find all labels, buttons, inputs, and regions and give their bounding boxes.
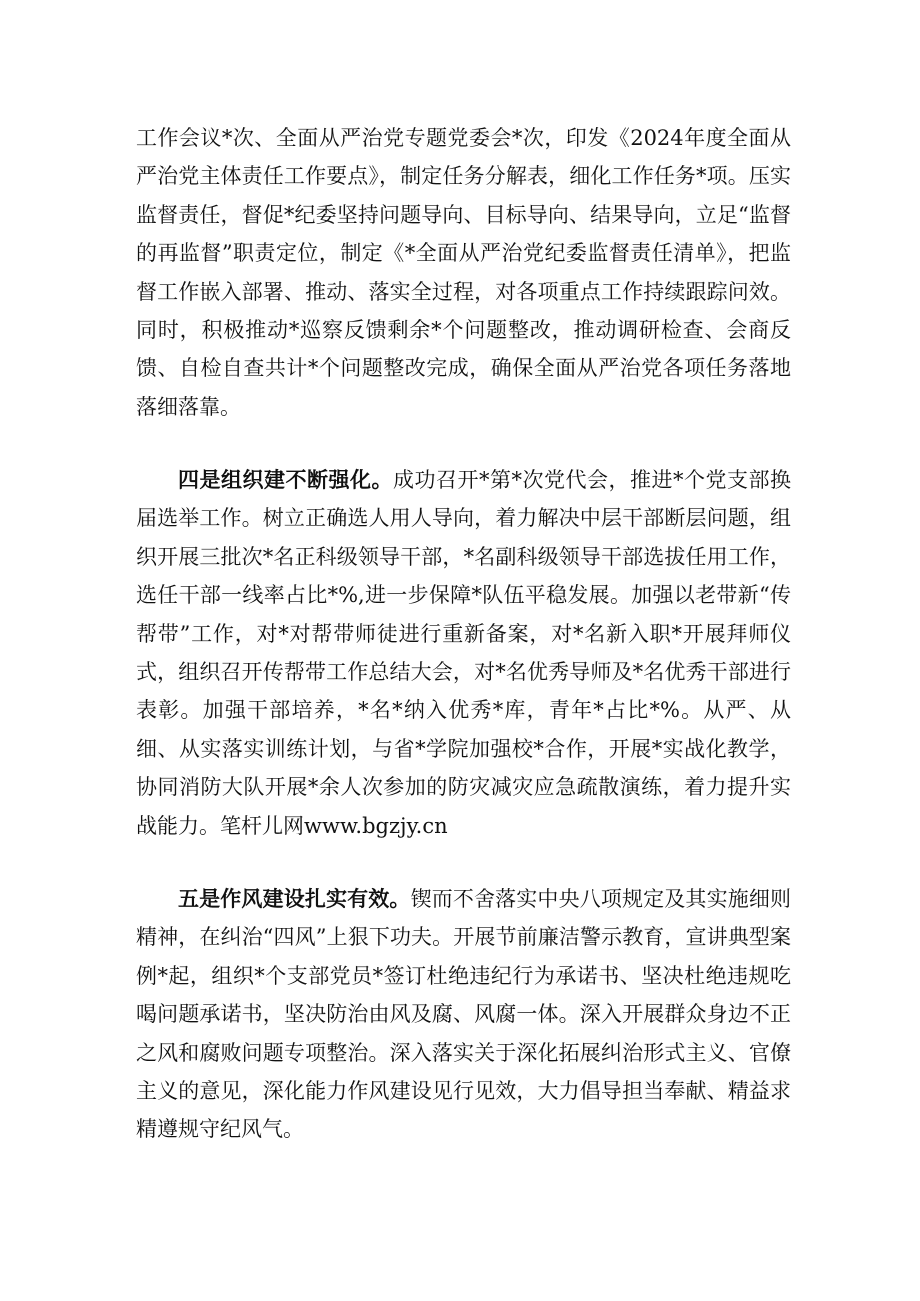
paragraph-2-text: 成功召开*第*次党代会，推进*个党支部换届选举工作。树立正确选人用人导向，着力解决中层干部断层问题，组织开展三批次*名正科级领导干部，*名副科级领导干部选拔任用工作，选任干部一线率占比*%,进一步保障*队伍平稳发展。加强以老带新“传帮带”工作，对*对帮带师徒进行重新备案，对*名新入职*开展拜师仪式，组织召开传帮带工作总结大会，对*名优秀导师及*名优秀干部进行表彰。加强干部培养，*名*纳入优秀*库，青年*占比*%。从严、从细、从实落实训练计划，与省*学院加强校*合作，开展*实战化教学，协同消防大队开展*余人次参加的防灾减灾应急疏散演练，着力提升实战能力。笔杆儿网www.bgzjy.cn: [136, 468, 791, 838]
paragraph-3-text: 锲而不舍落实中央八项规定及其实施细则精神，在纠治“四风”上狠下功夫。开展节前廉洁警示教育，宣讲典型案例*起，组织*个支部党员*签订杜绝违纪行为承诺书、坚决杜绝违规吃喝问题承诺书，坚决防治由风及腐、风腐一体。深入开展群众身边不正之风和腐败问题专项整治。深入落实关于深化拓展纠治形式主义、官僚主义的意见，深化能力作风建设见行见效，大力倡导担当奉献、精益求精遵规守纪风气。: [136, 887, 792, 1142]
paragraph-1-text: 工作会议*次、全面从严治党专题党委会*次，印发《2024年度全面从严治党主体责任工作要点》，制定任务分解表，细化工作任务*项。压实监督责任，督促*纪委坚持问题导向、目标导向、结果导向，立足“监督的再监督”职责定位，制定《*全面从严治党纪委监督责任清单》，把监督工作嵌入部署、推动、落实全过程，对各项重点工作持续跟踪问效。同时，积极推动*巡察反馈剩余*个问题整改，推动调研检查、会商反馈、自检自查共计*个问题整改完成，确保全面从严治党各项任务落地落细落靠。: [136, 126, 791, 419]
paragraph-3: [136, 880, 791, 1149]
paragraph-2: [136, 461, 791, 845]
paragraph-1: [136, 119, 791, 426]
paragraph-2-lead: 四是组织建不断强化。: [178, 467, 393, 492]
paragraph-3-lead: 五是作风建设扎实有效。: [178, 886, 411, 911]
